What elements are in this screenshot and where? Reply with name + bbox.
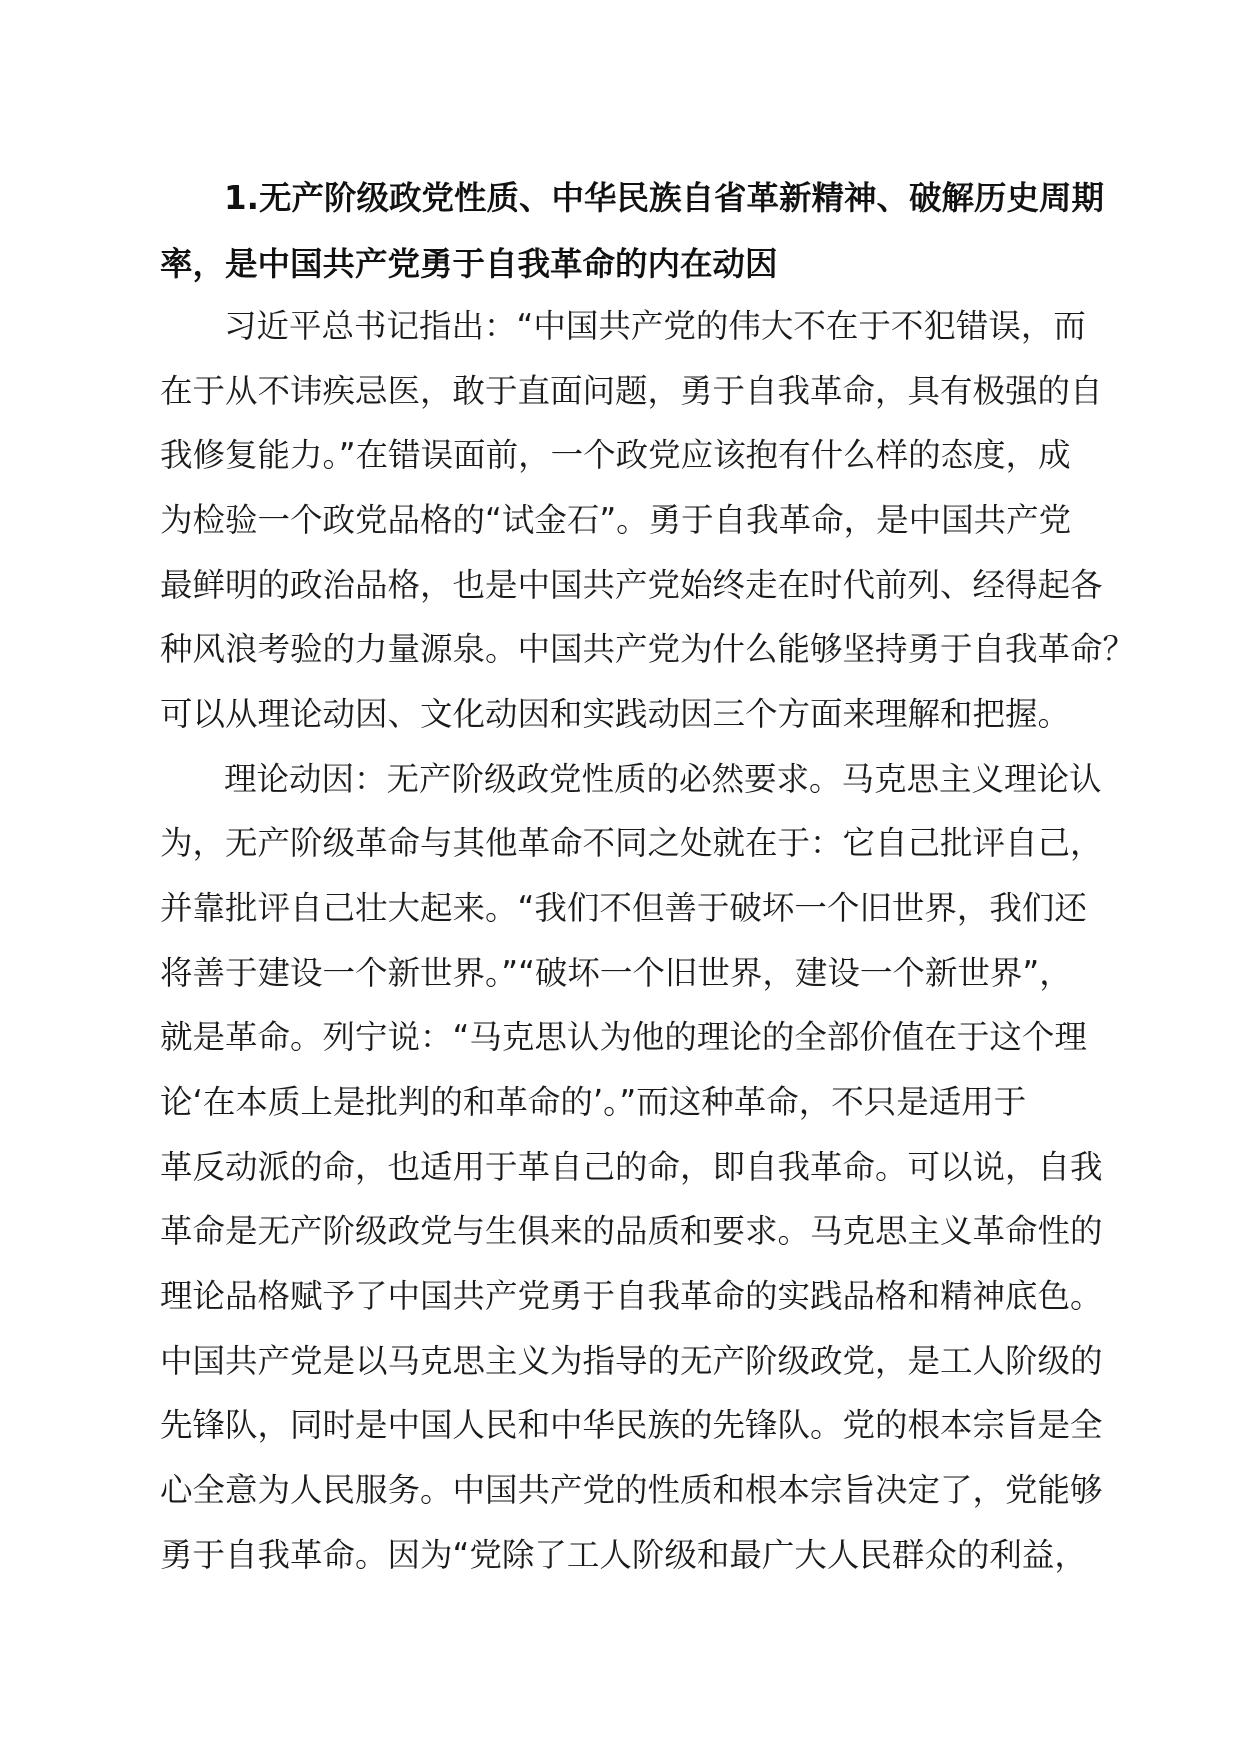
section-heading-line-1: 1.无产阶级政党性质、中华民族自省革新精神、破解历史周期 (224, 179, 1104, 217)
paragraph-1-line: 习近平总书记指出：“中国共产党的伟大不在于不犯错误，而 (224, 307, 1086, 345)
paragraph-2-line: 并靠批评自己壮大起来。“我们不但善于破坏一个旧世界，我们还 (160, 889, 1087, 927)
paragraph-2-line: 中国共产党是以马克思主义为指导的无产阶级政党，是工人阶级的 (160, 1342, 1103, 1380)
paragraph-1-line: 为检验一个政党品格的“试金石”。勇于自我革命，是中国共产党 (160, 501, 1072, 539)
paragraph-2-line: 论‘在本质上是批判的和革命的’。”而这种革命，不只是适用于 (160, 1083, 1027, 1121)
paragraph-2-line: 就是革命。列宁说：“马克思认为他的理论的全部价值在于这个理 (160, 1018, 1087, 1056)
paragraph-2-line: 理论品格赋予了中国共产党勇于自我革命的实践品格和精神底色。 (160, 1277, 1103, 1315)
paragraph-2-line: 理论动因：无产阶级政党性质的必然要求。马克思主义理论认 (224, 760, 1102, 798)
paragraph-1-line: 在于从不讳疾忌医，敢于直面问题，勇于自我革命，具有极强的自 (160, 372, 1103, 410)
paragraph-2-line: 为，无产阶级革命与其他革命不同之处就在于：它自己批评自己， (160, 824, 1103, 862)
paragraph-2-line: 革反动派的命，也适用于革自己的命，即自我革命。可以说，自我 (160, 1148, 1103, 1186)
paragraph-1-line: 最鲜明的政治品格，也是中国共产党始终走在时代前列、经得起各 (160, 566, 1103, 604)
paragraph-1-line: 我修复能力。”在错误面前，一个政党应该抱有什么样的态度，成 (160, 436, 1071, 474)
paragraph-1-line: 种风浪考验的力量源泉。中国共产党为什么能够坚持勇于自我革命？ (160, 630, 1136, 668)
paragraph-2-line: 革命是无产阶级政党与生俱来的品质和要求。马克思主义革命性的 (160, 1212, 1103, 1250)
paragraph-2-line: 将善于建设一个新世界。”“破坏一个旧世界，建设一个新世界”， (160, 954, 1072, 992)
section-heading-line-2: 率，是中国共产党勇于自我革命的内在动因 (160, 245, 778, 283)
paragraph-2-line: 先锋队，同时是中国人民和中华民族的先锋队。党的根本宗旨是全 (160, 1406, 1103, 1444)
paragraph-1-line: 可以从理论动因、文化动因和实践动因三个方面来理解和把握。 (160, 695, 1071, 733)
paragraph-2-line: 勇于自我革命。因为“党除了工人阶级和最广大人民群众的利益， (160, 1536, 1087, 1574)
paragraph-2-line: 心全意为人民服务。中国共产党的性质和根本宗旨决定了，党能够 (160, 1471, 1103, 1509)
